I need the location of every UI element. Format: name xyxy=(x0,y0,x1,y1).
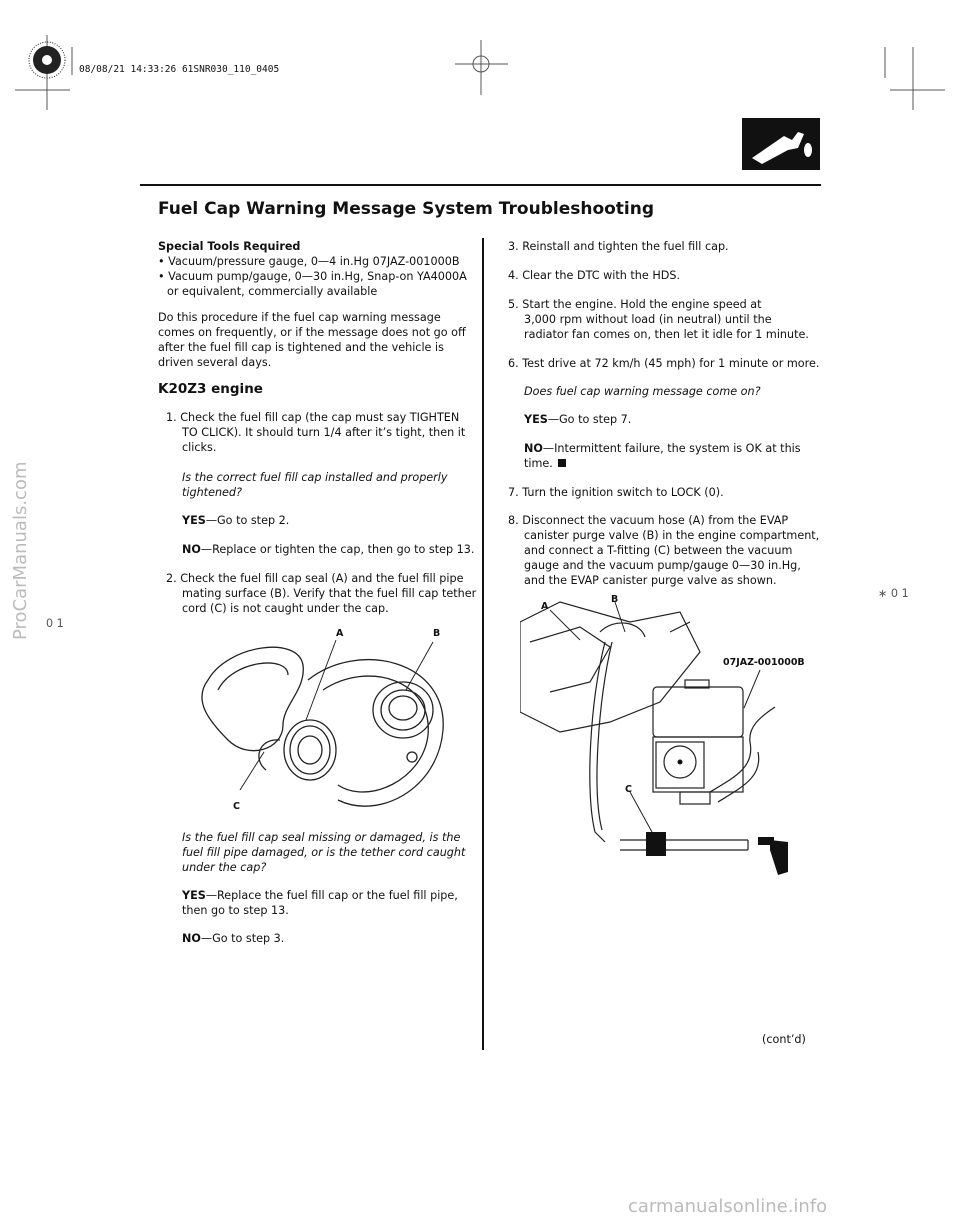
question-1-line-2: tightened? xyxy=(182,486,242,499)
step-8-line-1: 8. Disconnect the vacuum hose (A) from the EVAP xyxy=(508,514,789,527)
no-3-cont: time. xyxy=(524,456,566,472)
footer-watermark: carmanualsonline.info xyxy=(628,1196,828,1217)
step-2-line-1: 2. Check the fuel fill cap seal (A) and the fuel fill pipe xyxy=(166,572,464,585)
step-8-line-4: gauge and the vacuum pump/gauge 0—30 in.Hg, xyxy=(524,559,801,572)
intro-line-4: driven several days. xyxy=(158,356,272,369)
page-title: Fuel Cap Warning Message System Troubleshooting xyxy=(158,199,655,219)
step-5-line-2: 3,000 rpm without load (in neutral) until the xyxy=(524,313,772,326)
step-5-line-3: radiator fan comes on, then let it idle for 1 minute. xyxy=(524,328,809,341)
step-2-line-3: cord (C) is not caught under the cap. xyxy=(182,602,389,615)
fuel-system-banner xyxy=(742,118,820,170)
step-4: 4. Clear the DTC with the HDS. xyxy=(508,269,681,282)
step-1-line-1: 1. Check the fuel fill cap (the cap must say TIGHTEN xyxy=(166,411,460,424)
yes-2: YES—Replace the fuel fill cap or the fuel fill pipe, xyxy=(182,889,458,902)
fig2-label-a: A xyxy=(541,601,549,612)
no-2: NO—Go to step 3. xyxy=(182,932,285,945)
step-7: 7. Turn the ignition switch to LOCK (0). xyxy=(508,486,724,499)
fuel-nozzle-icon xyxy=(742,118,820,170)
step-6: 6. Test drive at 72 km/h (45 mph) for 1 minute or more. xyxy=(508,357,820,370)
step-8-line-3: and connect a T-fitting (C) between the vacuum xyxy=(524,544,793,557)
step-8-line-5: and the EVAP canister purge valve as shown. xyxy=(524,574,777,587)
engine-heading: K20Z3 engine xyxy=(158,381,263,397)
step-1-line-2: TO CLICK). It should turn 1/4 after it’s tight, then it xyxy=(182,426,466,439)
no-3: NO—Intermittent failure, the system is OK at this xyxy=(524,442,801,455)
no-1: NO—Replace or tighten the cap, then go to step 13. xyxy=(182,543,475,556)
yes-1: YES—Go to step 2. xyxy=(182,514,290,527)
question-2-line-2: fuel fill pipe damaged, or is the tether cord caught xyxy=(182,846,466,859)
question-2-line-3: under the cap? xyxy=(182,861,267,874)
question-1-line-1: Is the correct fuel fill cap installed and properly xyxy=(182,471,448,484)
tool-line-2: • Vacuum pump/gauge, 0—30 in.Hg, Snap-on YA4000A xyxy=(158,270,467,283)
continued-note: (cont’d) xyxy=(762,1033,806,1046)
step-5-line-1: 5. Start the engine. Hold the engine speed at xyxy=(508,298,762,311)
question-2-line-1: Is the fuel fill cap seal missing or damaged, is the xyxy=(182,831,461,844)
fuel-cap-illustration xyxy=(188,620,468,820)
question-3: Does fuel cap warning message come on? xyxy=(524,385,761,398)
fig1-label-c: C xyxy=(233,801,240,812)
fig2-label-c: C xyxy=(625,784,632,795)
step-2-line-2: mating surface (B). Verify that the fuel fill cap tether xyxy=(182,587,477,600)
registration-marks xyxy=(0,0,960,110)
intro-line-3: after the fuel fill cap is tightened and the vehicle is xyxy=(158,341,444,354)
title-rule xyxy=(140,184,821,186)
fig1-label-b: B xyxy=(433,628,441,639)
step-3: 3. Reinstall and tighten the fuel fill cap. xyxy=(508,240,729,253)
fig2-label-b: B xyxy=(611,594,619,605)
step-1-line-3: clicks. xyxy=(182,441,217,454)
fig2-label-tool: 07JAZ-001000B xyxy=(723,657,805,668)
special-tools-heading: Special Tools Required xyxy=(158,240,301,253)
print-stamp: 08/08/21 14:33:26 61SNR030_110_0405 xyxy=(79,64,280,75)
column-divider xyxy=(482,238,484,1050)
tool-line-1: • Vacuum/pressure gauge, 0—4 in.Hg 07JAZ-001000B xyxy=(158,255,460,268)
intro-line-2: comes on frequently, or if the message does not go off xyxy=(158,326,466,339)
tool-line-3: or equivalent, commercially available xyxy=(167,285,378,298)
fig1-label-a: A xyxy=(336,628,344,639)
vacuum-gauge-illustration xyxy=(520,592,810,882)
intro-line-1: Do this procedure if the fuel cap warning message xyxy=(158,311,441,324)
corner-mark-right: ∗ 0 1 xyxy=(878,587,909,600)
side-watermark: ProCarManuals.com xyxy=(10,461,31,640)
step-8-line-2: canister purge valve (B) in the engine compartment, xyxy=(524,529,820,542)
corner-mark-left: 0 1 xyxy=(46,617,64,630)
yes-3: YES—Go to step 7. xyxy=(524,413,632,426)
end-square-icon xyxy=(558,459,566,467)
yes-2-cont: then go to step 13. xyxy=(182,904,289,917)
